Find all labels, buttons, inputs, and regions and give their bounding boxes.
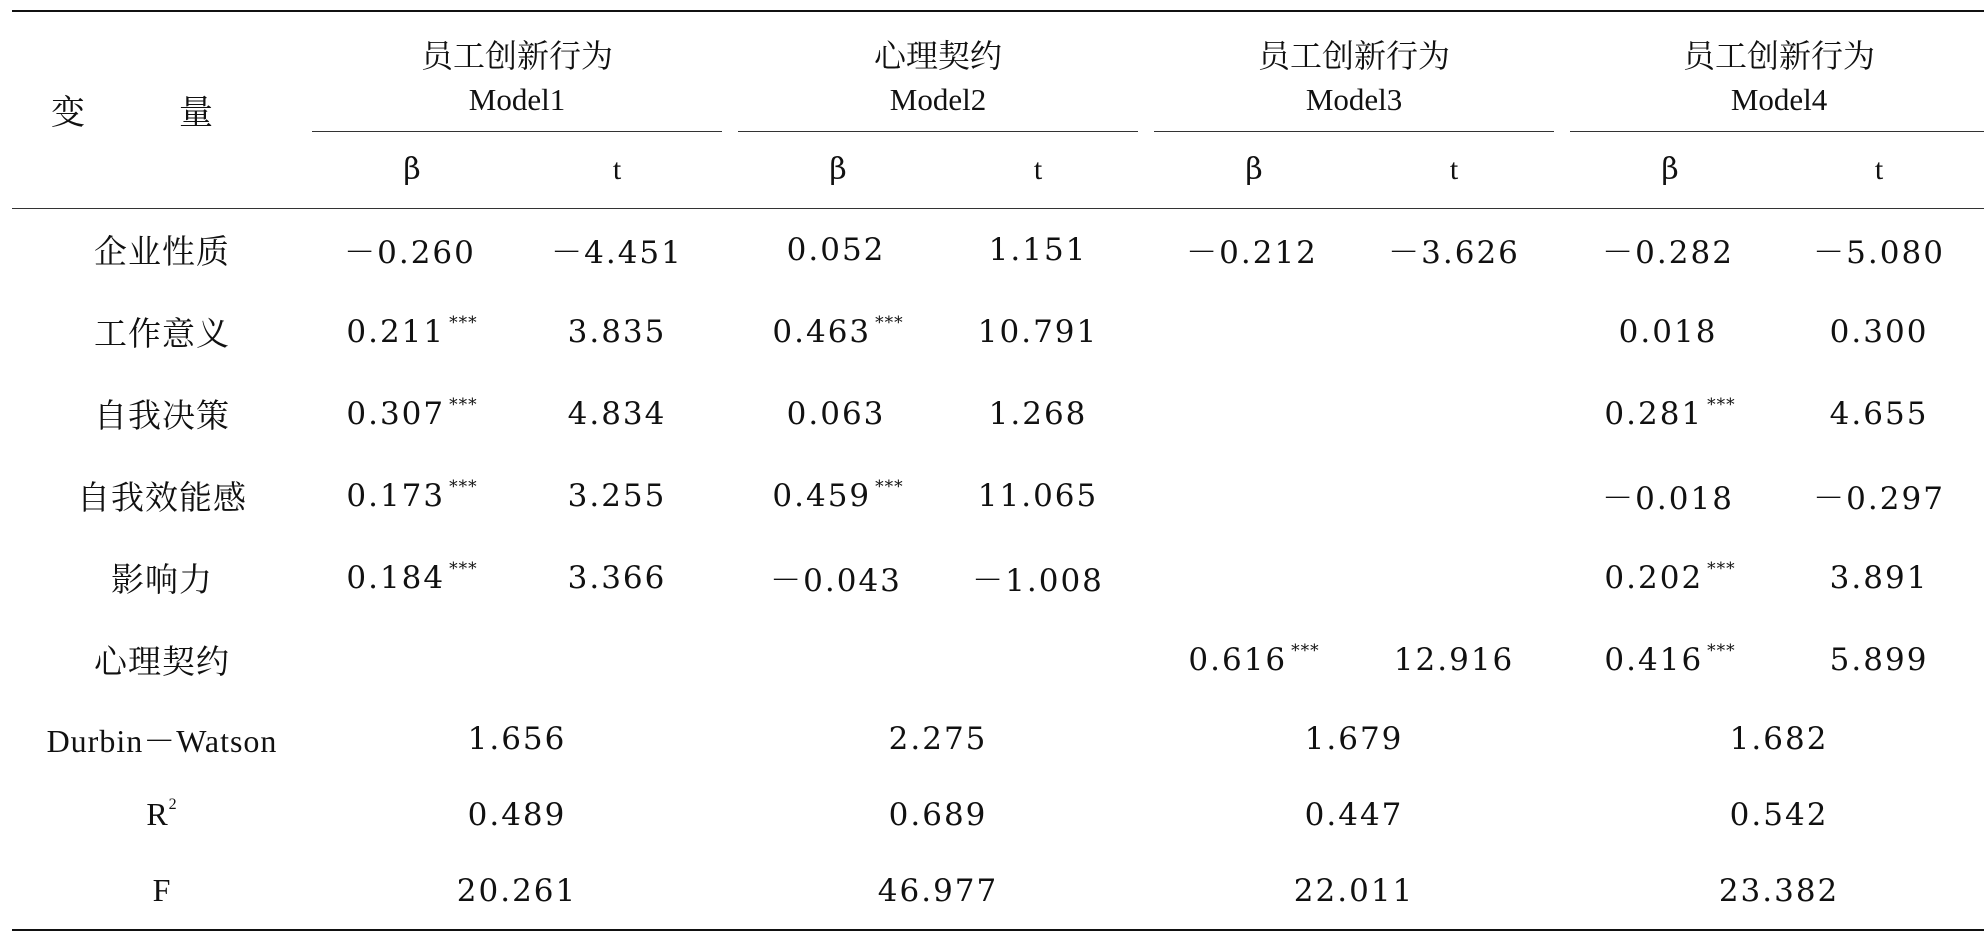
beta-cell: [1154, 208, 1354, 291]
t-value: －3.626: [1388, 235, 1520, 271]
beta-cell: [1154, 619, 1354, 701]
row-label: 企业性质: [94, 232, 230, 271]
beta-cell: [1570, 373, 1770, 455]
t-value: 1.268: [988, 395, 1088, 432]
group-header-model2: 心理契约 Model2: [738, 11, 1138, 131]
table-row: [12, 291, 1984, 373]
t-value: －0.297: [1813, 481, 1945, 517]
stat-value: 46.977: [738, 853, 1138, 930]
beta-header: β: [312, 131, 512, 208]
beta-cell: [738, 455, 938, 537]
beta-value: －0.043: [770, 563, 902, 599]
group-header-model1: 员工创新行为 Model1: [312, 11, 722, 131]
beta-value: －0.212: [1186, 235, 1318, 271]
beta-value: 0.281: [1604, 396, 1704, 432]
t-value: 0.300: [1829, 313, 1929, 350]
beta-header: β: [1570, 131, 1770, 208]
stat-row: [12, 777, 1984, 853]
table-body: [12, 208, 1984, 701]
significance-marker: ***: [449, 313, 478, 333]
beta-cell: [312, 619, 512, 701]
beta-value: 0.463: [772, 314, 872, 350]
beta-cell: [1570, 455, 1770, 537]
beta-cell: [1154, 537, 1354, 619]
beta-cell: [1570, 208, 1770, 291]
beta-cell: [1570, 537, 1770, 619]
t-header: t: [1354, 131, 1554, 208]
t-value: 12.916: [1393, 641, 1515, 678]
t-header: t: [938, 131, 1138, 208]
significance-marker: ***: [449, 395, 478, 415]
stat-value: 23.382: [1570, 853, 1984, 930]
group-header-model4: 员工创新行为 Model4: [1570, 11, 1984, 131]
stat-value: 0.542: [1729, 796, 1829, 833]
stat-value: 0.447: [1304, 796, 1404, 833]
beta-value: －0.260: [344, 235, 476, 271]
beta-value: 0.616: [1188, 642, 1288, 678]
beta-cell: [738, 373, 938, 455]
beta-cell: [1154, 291, 1354, 373]
t-value: [1354, 455, 1554, 537]
significance-marker: ***: [875, 477, 904, 497]
beta-value: 0.063: [786, 396, 886, 432]
stat-label-superscript: 2: [168, 796, 178, 813]
t-value: 3.366: [567, 559, 667, 596]
row-label: 工作意义: [94, 314, 230, 353]
header-row-groups: [12, 11, 1984, 131]
beta-header: β: [738, 131, 938, 208]
table-row: [12, 537, 1984, 619]
row-label: 影响力: [111, 560, 213, 599]
beta-value: 0.052: [786, 232, 886, 268]
row-label: 自我效能感: [77, 478, 247, 517]
t-value: [1354, 537, 1554, 619]
t-value: －1.008: [972, 563, 1104, 599]
significance-marker: ***: [449, 559, 478, 579]
beta-cell: [312, 537, 512, 619]
group-header-model3: 员工创新行为 Model3: [1154, 11, 1554, 131]
beta-cell: [1154, 455, 1354, 537]
t-value: 1.151: [988, 231, 1088, 268]
beta-cell: [1570, 619, 1770, 701]
beta-cell: [1570, 291, 1770, 373]
beta-cell: [312, 208, 512, 291]
stat-value: 0.489: [467, 796, 567, 833]
beta-cell: [312, 455, 512, 537]
t-value: 3.835: [567, 313, 667, 350]
stat-value: 0.689: [888, 796, 988, 833]
stat-label: $R^2$: [146, 796, 178, 832]
beta-value: 0.184: [346, 560, 446, 596]
stat-value: 1.679: [1304, 720, 1404, 757]
significance-marker: ***: [1707, 559, 1736, 579]
t-header: t: [512, 131, 722, 208]
regression-table: [12, 10, 1984, 931]
t-value: 5.899: [1829, 641, 1929, 678]
row-label: 心理契约: [94, 642, 230, 681]
row-label: 自我决策: [94, 396, 230, 435]
stat-value: 20.261: [312, 853, 722, 930]
t-value: [512, 619, 722, 701]
significance-marker: ***: [1707, 641, 1736, 661]
table-row: [12, 455, 1984, 537]
beta-cell: [1154, 373, 1354, 455]
t-value: 11.065: [977, 477, 1099, 514]
beta-value: 0.173: [346, 478, 446, 514]
table-stats: [12, 701, 1984, 930]
beta-value: 0.307: [346, 396, 446, 432]
beta-value: 0.211: [346, 314, 446, 350]
stat-row: [12, 853, 1984, 930]
t-value: [1354, 373, 1554, 455]
variable-header: 变 量: [12, 11, 312, 208]
beta-value: 0.018: [1618, 314, 1718, 350]
significance-marker: ***: [1291, 641, 1320, 661]
beta-value: 0.416: [1604, 642, 1704, 678]
beta-cell: [738, 619, 938, 701]
table-row: [12, 208, 1984, 291]
beta-cell: [738, 208, 938, 291]
beta-cell: [312, 373, 512, 455]
significance-marker: ***: [449, 477, 478, 497]
t-value: [1354, 291, 1554, 373]
beta-value: 0.459: [772, 478, 872, 514]
t-value: －5.080: [1813, 235, 1945, 271]
stat-value: 22.011: [1154, 853, 1554, 930]
t-value: 3.891: [1829, 559, 1929, 596]
beta-cell: [312, 291, 512, 373]
stat-value: 1.682: [1729, 720, 1829, 757]
stat-label: Durbin－Watson: [46, 722, 278, 759]
t-value: [938, 619, 1138, 701]
table-row: [12, 373, 1984, 455]
t-value: 3.255: [567, 477, 667, 514]
significance-marker: ***: [875, 313, 904, 333]
stat-row: [12, 701, 1984, 777]
significance-marker: ***: [1707, 395, 1736, 415]
t-value: 4.834: [567, 395, 667, 432]
stat-value: 2.275: [888, 720, 988, 757]
t-value: －4.451: [551, 235, 683, 271]
beta-value: －0.282: [1602, 235, 1734, 271]
stat-label: F: [12, 853, 312, 930]
table-row: [12, 619, 1984, 701]
t-value: 10.791: [977, 313, 1099, 350]
beta-value: 0.202: [1604, 560, 1704, 596]
beta-value: －0.018: [1602, 481, 1734, 517]
beta-header: β: [1154, 131, 1354, 208]
stat-value: 1.656: [467, 720, 567, 757]
t-value: 4.655: [1829, 395, 1929, 432]
beta-cell: [738, 537, 938, 619]
t-header: t: [1770, 131, 1984, 208]
beta-cell: [738, 291, 938, 373]
